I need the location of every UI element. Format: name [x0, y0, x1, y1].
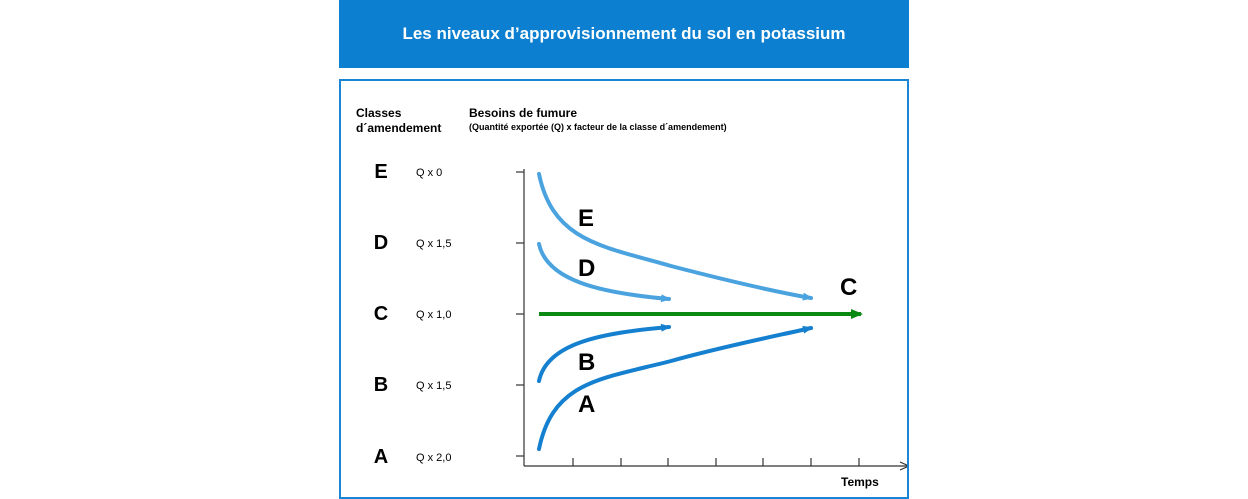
x-axis-label: Temps — [841, 475, 879, 489]
classes-header-line2: d´amendement — [356, 121, 442, 135]
curve-a — [539, 328, 811, 449]
page-title-banner — [339, 0, 909, 68]
class-factor-e: Q x 0 — [416, 167, 443, 179]
curve-label-a: A — [578, 391, 596, 418]
curve-label-d: D — [578, 255, 596, 282]
curve-d — [539, 244, 669, 299]
class-factor-a: Q x 2,0 — [416, 452, 452, 464]
page-title: Les niveaux d’approvisionnement du sol en potassium — [402, 24, 846, 43]
curve-label-b: B — [578, 349, 596, 376]
besoins-header: Besoins de fumure — [469, 106, 578, 120]
besoins-subheader: (Quantité exportée (Q) x facteur de la classe d´amendement) — [469, 122, 727, 132]
classes-header-line1: Classes — [356, 106, 402, 120]
class-factor-c: Q x 1,0 — [416, 309, 452, 321]
fertilization-diagram — [341, 81, 907, 497]
diagram-frame — [339, 79, 909, 499]
curve-label-e: E — [578, 205, 595, 232]
curve-label-c: C — [840, 274, 858, 301]
class-factor-b: Q x 1,5 — [416, 380, 452, 392]
class-letter-e: E — [374, 161, 388, 183]
class-letter-b: B — [373, 374, 389, 396]
curve-b — [539, 327, 669, 381]
class-letter-d: D — [373, 232, 389, 254]
class-letter-a: A — [373, 446, 389, 468]
class-factor-d: Q x 1,5 — [416, 238, 452, 250]
class-letter-c: C — [373, 303, 389, 325]
